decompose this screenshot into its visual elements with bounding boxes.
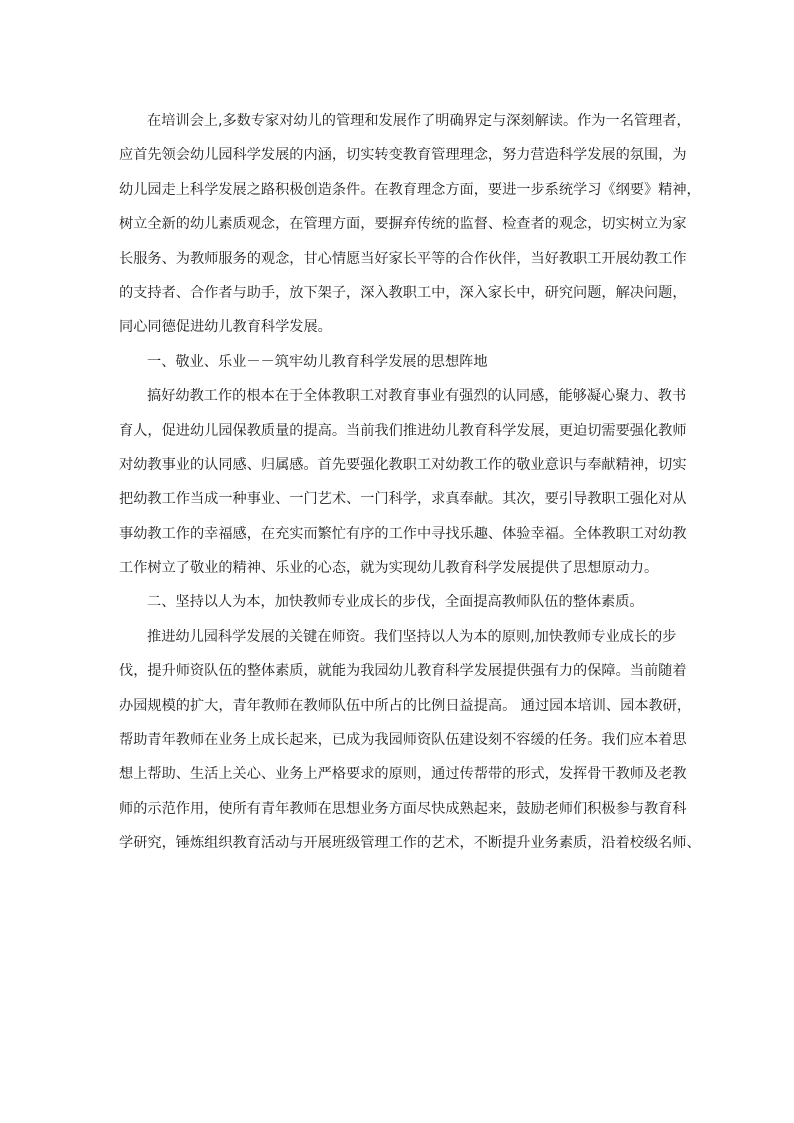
paragraph-section-1 (119, 379, 687, 585)
text-line: 帮助青年教师在业务上成长起来，已成为我园师资队伍建设刻不容缓的任务。我们应本着思 (119, 732, 687, 749)
section-heading-1 (119, 345, 687, 379)
text-line: 育人，促进幼儿园保教质量的提高。当前我们推进幼儿教育科学发展，更迫切需要强化教师 (119, 422, 687, 439)
text-line: 搞好幼教工作的根本在于全体教职工对教育事业有强烈的认同感，能够凝心聚力、教书 (147, 388, 687, 405)
text-line: 师的示范作用，使所有青年教师在思想业务方面尽快成熟起来，鼓励老师们积极参与教育科 (119, 800, 687, 817)
text-line: 推进幼儿园科学发展的关键在师资。我们坚持以人为本的原则,加快教师专业成长的步 (147, 628, 677, 645)
text-line: 事幼教工作的幸福感，在充实而繁忙有序的工作中寻找乐趣、体验幸福。全体教职工对幼教 (119, 525, 687, 542)
heading-line: 一、敬业、乐业－－筑牢幼儿教育科学发展的思想阵地 (147, 353, 488, 370)
text-line: 想上帮助、生活上关心、业务上严格要求的原则，通过传帮带的形式，发挥骨干教师及老教 (119, 766, 687, 783)
text-line: 同心同德促进幼儿教育科学发展。 (119, 319, 332, 336)
text-line: 工作树立了敬业的精神、乐业的心态，就为实现幼儿教育科学发展提供了思想原动力。 (119, 560, 659, 577)
paragraph-intro (119, 104, 701, 345)
text-line: 的支持者、合作者与助手，放下架子，深入教职工中，深入家长中，研究问题，解决问题， (119, 284, 687, 301)
section-heading-2 (119, 585, 687, 619)
text-line: 伐，提升师资队伍的整体素质，就能为我园幼儿教育科学发展提供强有力的保障。当前随着 (119, 663, 687, 680)
paragraph-section-2 (119, 620, 701, 861)
text-line: 把幼教工作当成一种事业、一门艺术、一门科学，求真奉献。其次，要引导教职工强化对从 (119, 491, 687, 508)
text-line: 对幼教事业的认同感、归属感。首先要强化教职工对幼教工作的敬业意识与奉献精神，切实 (119, 456, 687, 473)
text-line: 在培训会上,多数专家对幼儿的管理和发展作了明确界定与深刻解读。作为一名管理者， (147, 113, 691, 129)
text-line: 应首先领会幼儿园科学发展的内涵，切实转变教育管理理念，努力营造科学发展的氛围，为 (119, 147, 687, 164)
text-line: 办园规模的扩大，青年教师在教师队伍中所占的比例日益提高。 通过园本培训、园本教研， (119, 697, 692, 714)
text-line: 长服务、为教师服务的观念，甘心情愿当好家长平等的合作伙伴，当好教职工开展幼教工作 (119, 250, 687, 267)
text-line: 幼儿园走上科学发展之路积极创造条件。在教育理念方面，要进一步系统学习《纲要》精神， (119, 181, 701, 198)
heading-line: 二、坚持以人为本，加快教师专业成长的步伐，全面提高教师队伍的整体素质。 (147, 594, 644, 611)
text-line: 树立全新的幼儿素质观念，在管理方面，要摒弃传统的监督、检查者的观念，切实树立为家 (119, 216, 687, 233)
document-body (119, 104, 701, 861)
text-line: 学研究，锤炼组织教育活动与开展班级管理工作的艺术，不断提升业务素质，沿着校级名师、 (119, 835, 701, 852)
